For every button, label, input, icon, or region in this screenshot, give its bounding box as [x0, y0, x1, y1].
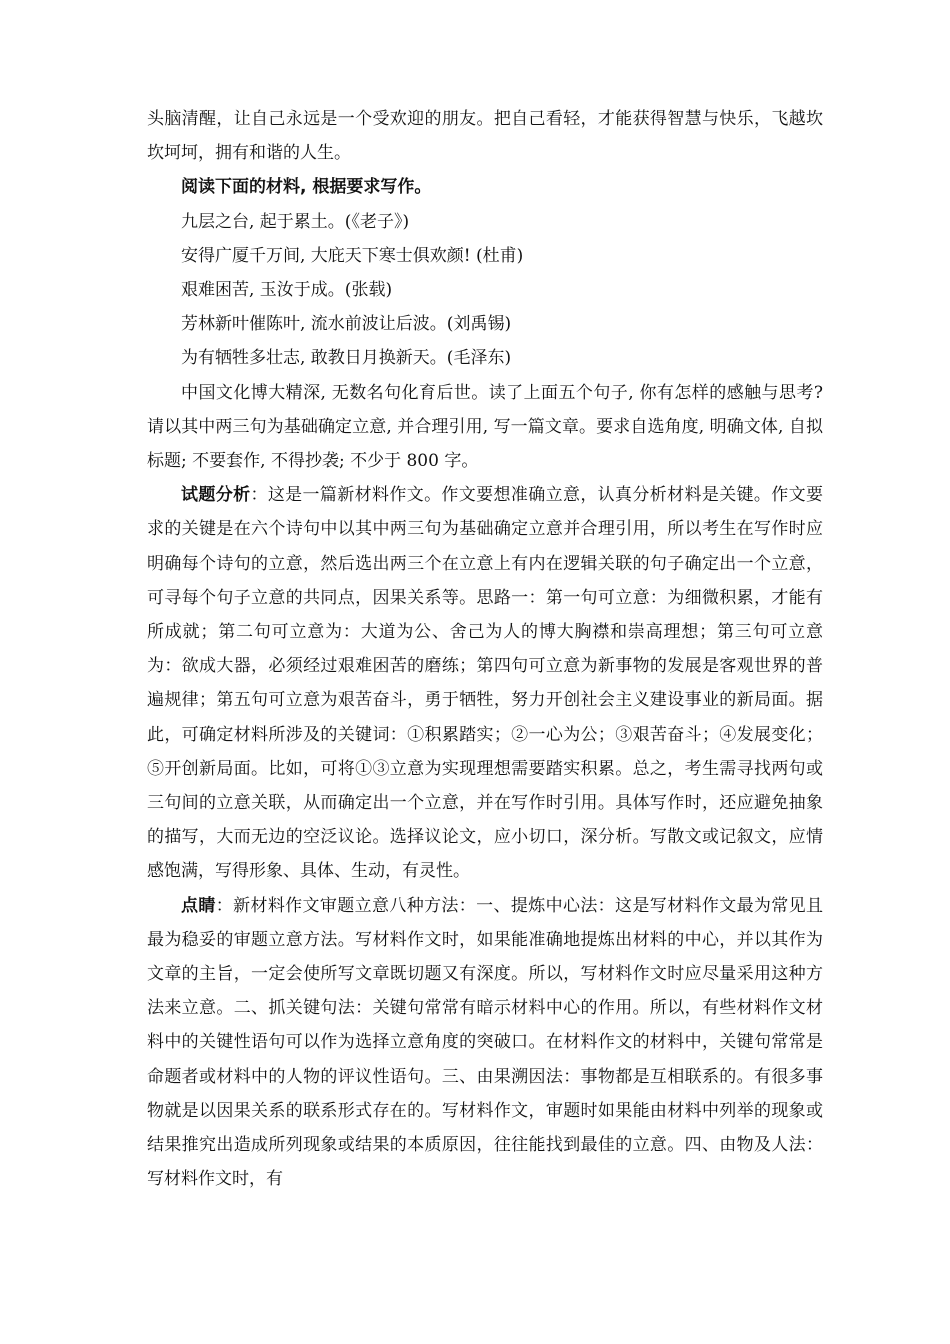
quote-dufu: 安得广厦千万间, 大庇天下寒士俱欢颜! (杜甫) — [181, 245, 524, 266]
tip-text: ：新材料作文审题立意八种方法：一、提炼中心法：这是写材料作文最为常见且最为稳妥的审题立意方法。写材料作文时，如果能准确地提炼出材料的中心，并以其作为文章的主旨，一定会使所写文章既切题又有深度。所以，写材料作文时应尽量采用这种方法来立意。二、抓关键句法：关键句常常有暗示材料中心的作用。所以，有些材料作文材料中的关键性语句可以作为选择立意角度的突破口。在材料作文的材料中，关键句常常是命题者或材料中的人物的评议性语句。三、由果溯因法：事物都是互相联系的。有很多事物就是以因果关系的联系形式存在的。写材料作文，审题时如果能由材料中列举的现象或结果推究出造成所列现象或结果的本质原因，往往能找到最佳的立意。四、由物及人法：写材料作文时，有 — [147, 895, 824, 1190]
quote-zhangzai: 艰难困苦, 玉汝于成。(张载) — [181, 280, 393, 301]
analysis-label: 试题分析 — [181, 485, 251, 506]
continuation-paragraph: 头脑清醒，让自己永远是一个受欢迎的朋友。把自己看轻，才能获得智慧与快乐，飞越坎坎坷坷，拥有和谐的人生。 — [147, 109, 823, 164]
document-page — [147, 102, 823, 1197]
quote-maozedong: 为有牺牲多壮志, 敢教日月换新天。(毛泽东) — [181, 348, 512, 369]
tip-paragraph — [147, 889, 823, 1197]
task-requirements: 中国文化博大精深, 无数名句化育后世。读了上面五个句子, 你有怎样的感触与思考?请以其中两三句为基础确定立意, 并合理引用, 写一篇文章。要求自选角度, 明确文体, 自拟标题; 不要套作, 不得抄袭; 不少于 800 字。 — [147, 382, 823, 472]
tip-label: 点睛 — [181, 895, 216, 916]
writing-prompt-heading: 阅读下面的材料, 根据要求写作。 — [181, 177, 432, 198]
analysis-paragraph — [147, 478, 823, 888]
quote-laozi: 九层之台, 起于累土。(《老子》) — [181, 211, 410, 232]
analysis-text: ：这是一篇新材料作文。作文要想准确立意，认真分析材料是关键。作文要求的关键是在六个诗句中以其中两三句为基础确定立意并合理引用，所以考生在写作时应明确每个诗句的立意，然后选出两三个在立意上有内在逻辑关联的句子确定出一个立意，可寻每个句子立意的共同点，因果关系等。思路一：第一句可立意：为细微积累，才能有所成就；第二句可立意为：大道为公、舍己为人的博大胸襟和崇高理想；第三句可立意为：欲成大器，必须经过艰难困苦的磨练；第四句可立意为新事物的发展是客观世界的普遍规律；第五句可立意为艰苦奋斗，勇于牺牲，努力开创社会主义建设事业的新局面。据此，可确定材料所涉及的关键词：①积累踏实；②一心为公；③艰苦奋斗；④发展变化；⑤开创新局面。比如，可将①③立意为实现理想需要踏实积累。总之，考生需寻找两句或三句间的立意关联，从而确定出一个立意，并在写作时引用。具体写作时，还应避免抽象的描写，大而无边的空泛议论。选择议论文，应小切口，深分析。写散文或记叙文，应情感饱满，写得形象、具体、生动，有灵性。 — [147, 485, 824, 882]
quote-liuyuxi: 芳林新叶催陈叶, 流水前波让后波。(刘禹锡) — [181, 314, 512, 335]
